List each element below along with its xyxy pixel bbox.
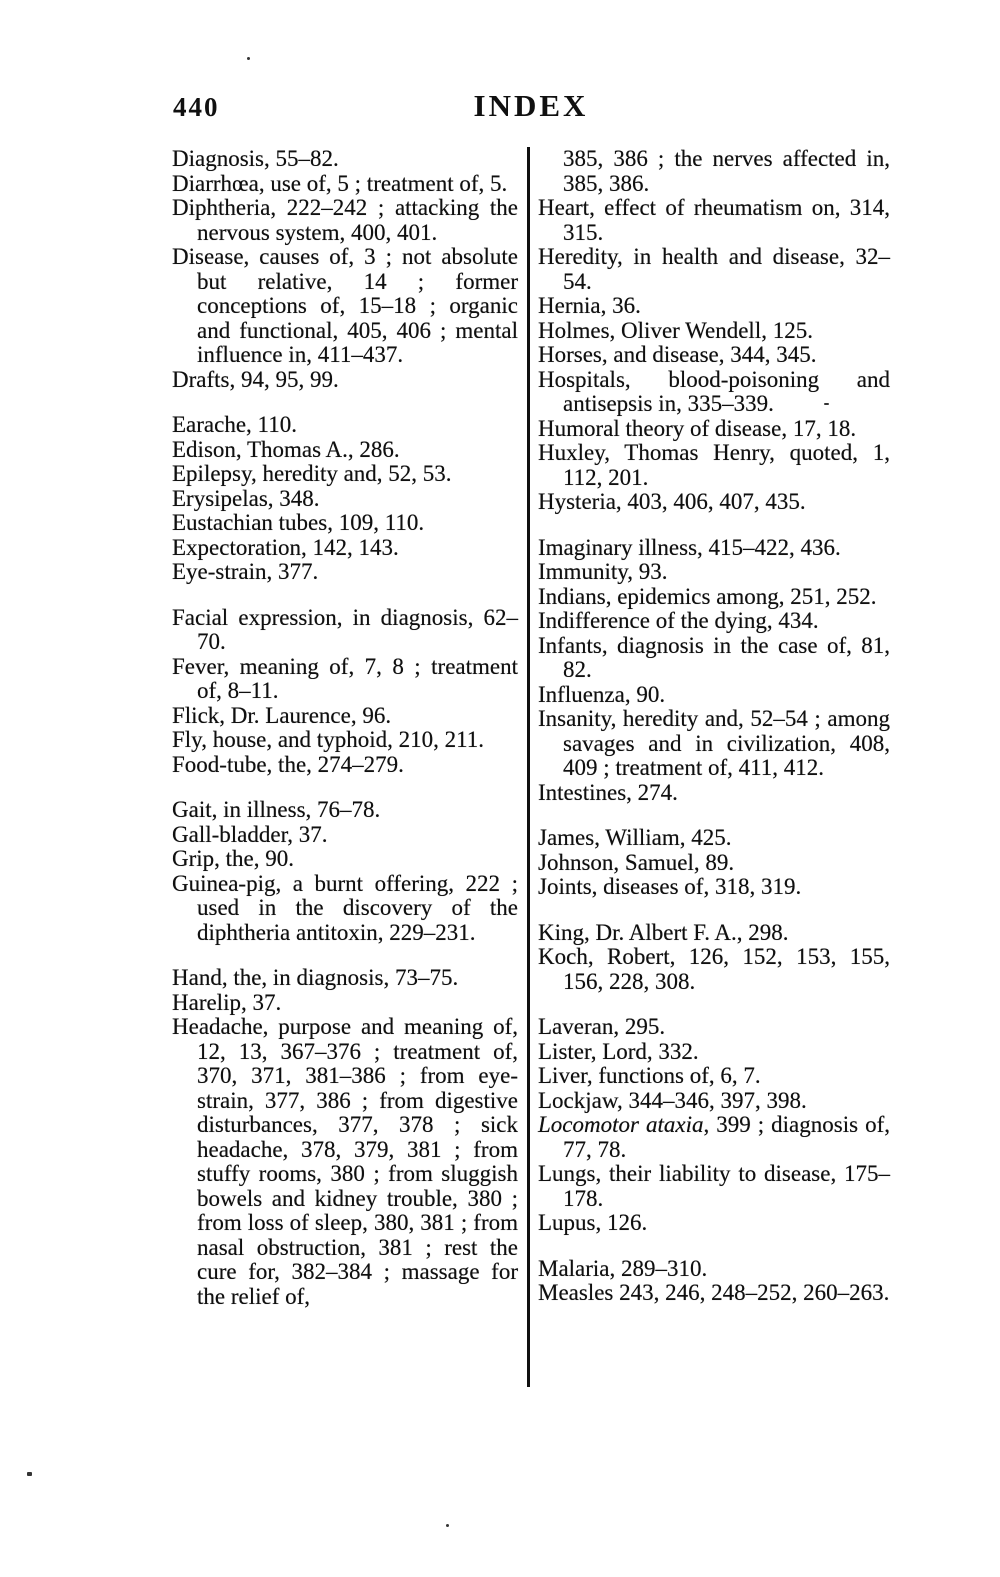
index-entry: Liver, functions of, 6, 7. — [538, 1063, 761, 1088]
index-entry: Measles 243, 246, 248–252, 260–263. — [538, 1280, 890, 1305]
index-entry: Humoral theory of disease, 17, 18. — [538, 415, 857, 441]
column-divider-rule — [527, 147, 530, 1387]
index-entry: Indifference of the dying, 434. — [538, 608, 819, 633]
index-group-i — [538, 536, 890, 806]
index-entry: Joints, diseases of, 318, 319. — [538, 874, 802, 899]
index-entry: Heart, effect of rheumatism on, 314, 315. — [538, 195, 890, 245]
index-entry: Gait, in illness, 76–78. — [172, 797, 381, 822]
index-group-j — [538, 826, 890, 900]
index-group-e — [172, 413, 518, 585]
index-entry: Insanity, heredity and, 52–54 ; among savages and in civilization, 408, 409 ; treatment of, 411, 412. — [538, 706, 890, 780]
index-entry: Intestines, 274. — [538, 779, 678, 805]
index-entry: 385, 386 ; the nerves affected in, 385, 386. — [563, 146, 890, 196]
index-entry: King, Dr. Albert F. A., 298. — [538, 919, 789, 945]
index-entry: Diphtheria, 222–242 ; attacking the nervous system, 400, 401. — [172, 195, 518, 245]
index-entry: Huxley, Thomas Henry, quoted, 1, 112, 201. — [538, 440, 890, 490]
scan-speck — [27, 1472, 32, 1476]
index-entry: Gall-bladder, 37. — [172, 821, 328, 847]
index-entry: Drafts, 94, 95, 99. — [172, 366, 339, 392]
scan-speck — [446, 1524, 449, 1527]
index-entry: Hospitals, blood-poisoning and antisepsis in, 335–339. — [538, 366, 890, 416]
index-entry: Headache, purpose and meaning of, 12, 13, 367–376 ; treatment of, 370, 371, 381–386 ; from eye-strain, 377, 386 ; from digestive disturbances, 377, 378 ; sick headache, 378, 379, 381 ; from stuffy rooms, 380 ; from sluggish bowels and kidney trouble, 380 ; from loss of sleep, 380, 381 ; from nasal obstruction, 381 ; rest the cure for, 382–384 ; massage for the relief of, — [172, 1014, 518, 1309]
index-entry: Fever, meaning of, 7, 8 ; treatment of, 8–11. — [172, 653, 518, 703]
index-entry: Locomotor ataxia, 399 ; diagnosis of, 77, 78. — [538, 1112, 890, 1162]
index-entry: James, William, 425. — [538, 825, 732, 850]
index-entry: Grip, the, 90. — [172, 846, 295, 871]
index-entry: Malaria, 289–310. — [538, 1255, 708, 1281]
index-entry: Food-tube, the, 274–279. — [172, 751, 404, 777]
index-entry: Diagnosis, 55–82. — [172, 146, 339, 171]
index-entry: Lister, Lord, 332. — [538, 1038, 699, 1064]
index-group-m — [538, 1257, 890, 1306]
index-entry: Disease, causes of, 3 ; not absolute but relative, 14 ; former conceptions of, 15–18 ; organic and functional, 405, 406 ; mental influence in, 411–437. — [172, 244, 518, 367]
index-entry: Holmes, Oliver Wendell, 125. — [538, 317, 813, 343]
index-entry: Immunity, 93. — [538, 559, 668, 584]
index-column-right — [538, 147, 890, 1306]
index-group-g — [172, 798, 518, 945]
index-entry: Epilepsy, heredity and, 52, 53. — [172, 461, 452, 486]
index-entry: Laveran, 295. — [538, 1014, 666, 1039]
index-entry: Guinea-pig, a burnt offering, 222 ; used in the discovery of the diphtheria antitoxin, 229–231. — [172, 870, 518, 945]
index-entry: Heredity, in health and disease, 32–54. — [538, 244, 890, 294]
index-column-left — [172, 147, 518, 1309]
index-group-h — [538, 147, 890, 515]
index-entry: Hernia, 36. — [538, 293, 641, 318]
index-entry: Influenza, 90. — [538, 681, 666, 707]
index-group-d — [172, 147, 518, 392]
index-group-k — [538, 921, 890, 995]
index-entry: Expectoration, 142, 143. — [172, 534, 399, 560]
scan-speck — [824, 403, 829, 405]
index-entry: Earache, 110. — [172, 412, 297, 437]
scan-speck — [247, 57, 250, 60]
index-entry: Lungs, their liability to disease, 175–178. — [538, 1161, 890, 1211]
index-entry: Facial expression, in diagnosis, 62–70. — [172, 604, 518, 654]
index-entry: Erysipelas, 348. — [172, 485, 320, 511]
index-entry: Eustachian tubes, 109, 110. — [172, 510, 425, 535]
index-entry: Edison, Thomas A., 286. — [172, 436, 400, 462]
index-entry: Infants, diagnosis in the case of, 81, 82. — [538, 632, 890, 682]
index-entry: Eye-strain, 377. — [172, 559, 319, 584]
index-entry: Fly, house, and typhoid, 210, 211. — [172, 727, 484, 752]
index-entry: Lockjaw, 344–346, 397, 398. — [538, 1087, 807, 1113]
index-entry: Hand, the, in diagnosis, 73–75. — [172, 965, 459, 990]
page-title: INDEX — [473, 88, 589, 123]
index-group-f — [172, 606, 518, 778]
index-entry: Johnson, Samuel, 89. — [538, 849, 735, 875]
index-entry: Flick, Dr. Laurence, 96. — [172, 702, 392, 728]
index-entry: Imaginary illness, 415–422, 436. — [538, 534, 841, 560]
index-entry: Hysteria, 403, 406, 407, 435. — [538, 489, 806, 514]
page-number: 440 — [173, 92, 220, 122]
index-entry: Harelip, 37. — [172, 989, 282, 1015]
index-entry: Diarrhœa, use of, 5 ; treatment of, 5. — [172, 170, 508, 196]
index-entry: Indians, epidemics among, 251, 252. — [538, 583, 877, 609]
index-group-h — [172, 966, 518, 1309]
index-entry: Koch, Robert, 126, 152, 153, 155, 156, 228, 308. — [538, 944, 890, 994]
index-entry: Lupus, 126. — [538, 1210, 648, 1235]
index-group-l — [538, 1015, 890, 1236]
index-entry: Horses, and disease, 344, 345. — [538, 342, 817, 367]
